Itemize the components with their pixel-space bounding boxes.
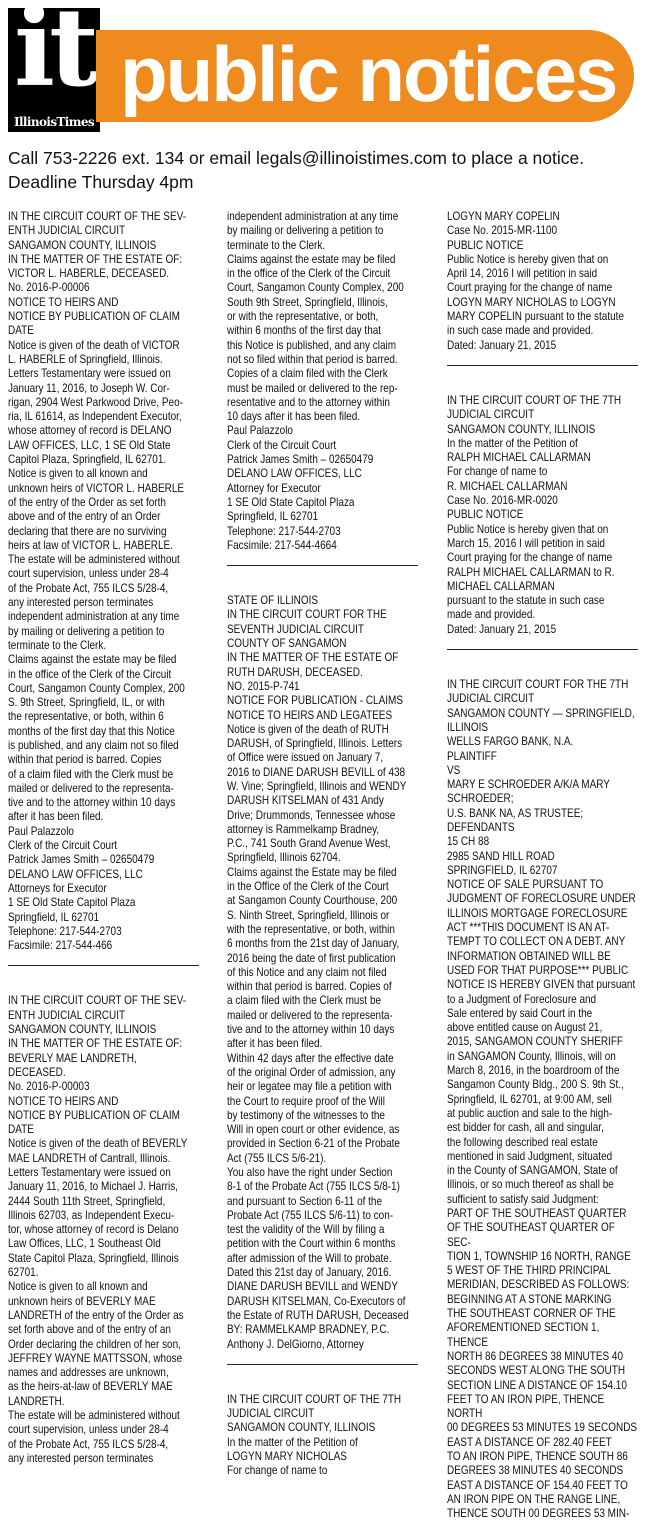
notice-line: January 11, 2016, to Joseph W. Cor- — [8, 381, 170, 395]
notice-line: Case No. 2016-MR-0020 — [447, 494, 558, 508]
notice-line: mailed or delivered to the representa- — [227, 1008, 393, 1022]
notice-line: DEGREES 38 MINUTES 40 SECONDS — [447, 1464, 624, 1478]
notice-line: Notice is given of the death of RUTH — [227, 722, 389, 736]
notice-line: 6 months from the 21st day of January, — [227, 937, 400, 951]
notice-line: provided in Section 6-21 of the Probate — [227, 1137, 400, 1151]
notice-line: any interested person terminates — [8, 596, 154, 610]
notice-line: at public auction and sale to the high- — [447, 1106, 613, 1120]
notice-line: must be mailed or delivered to the rep- — [227, 381, 398, 395]
notice-line: LOGYN MARY NICHOLAS — [227, 1450, 347, 1464]
notice-line: of the Probate Act, 755 ILCS 5/28-4, — [8, 581, 169, 595]
notice-line: test the validity of the Will by filing a — [227, 1223, 385, 1237]
notice-line: above and of the entry of an Order — [8, 510, 161, 524]
notice-line: with the representative, or both, within — [227, 922, 395, 936]
notice-line: EAST A DISTANCE OF 154.40 FEET TO — [447, 1478, 628, 1492]
notice-line: within 6 months of the first day that — [227, 324, 382, 338]
notice-line: SECONDS WEST ALONG THE SOUTH — [447, 1364, 626, 1378]
notice-line: Telephone: 217-544-2703 — [227, 524, 341, 538]
notice-divider — [447, 649, 638, 650]
notice-line: Dated this 21st day of January, 2016. — [227, 1266, 392, 1280]
notice-line: Paul Palazzolo — [8, 824, 74, 838]
notice-line: R. MICHAEL CALLARMAN — [447, 479, 568, 493]
notice-column-3 — [447, 210, 638, 1521]
section-banner — [96, 30, 634, 122]
notice-line: 00 DEGREES 53 MINUTES 19 SECONDS — [447, 1421, 638, 1435]
notice-line: 5 WEST OF THE THIRD PRINCIPAL — [447, 1264, 611, 1278]
notice-line: LAW OFFICES, LLC, 1 SE Old State — [8, 438, 171, 452]
notice-divider — [447, 365, 638, 366]
notice-line: Attorney for Executor — [227, 481, 321, 495]
notice-line: L. HABERLE of Springfield, Illinois. — [8, 352, 163, 366]
notice-line: March 15, 2016 I will petition in said — [447, 536, 605, 550]
notice-line: March 8, 2016, in the boardroom of the — [447, 1064, 620, 1078]
notice-line: after admission of the Will to probate. — [227, 1251, 392, 1265]
notice-line: resentative and to the attorney within — [227, 395, 390, 409]
notice-line: RUTH DARUSH, DECEASED. — [227, 665, 363, 679]
notice-line: Claims against the estate may be filed — [8, 653, 177, 667]
notice-line: within that period is barred. Copies — [8, 753, 162, 767]
notice-line: ACT ***THIS DOCUMENT IS AN AT- — [447, 921, 610, 935]
notice-line: names and addresses are unknown, — [8, 1366, 169, 1380]
notice-line: Case No. 2015-MR-1100 — [447, 224, 558, 238]
notice-line: ria, IL 61614, as Independent Executor, — [8, 410, 182, 424]
notice-line: SEVENTH JUDICIAL CIRCUIT — [227, 622, 365, 636]
notice-line: Notice is given of the death of VICTOR — [8, 338, 180, 352]
notice-line: S. 9th Street, Springfield, IL, or with — [8, 696, 165, 710]
notice-line: court supervision, unless under 28-4 — [8, 1423, 169, 1437]
notice-line: Order declaring the children of her son, — [8, 1337, 181, 1351]
notice-line: MAE LANDRETH of Cantrall, Illinois. — [8, 1151, 171, 1165]
notice-line: Claims against the Estate may be filed — [227, 865, 397, 879]
notice-column-1 — [8, 210, 199, 1500]
notice-line: RALPH MICHAEL CALLARMAN to R. — [447, 565, 615, 579]
notice-line: petition with the Court within 6 months — [227, 1237, 396, 1251]
notice-line: in the Office of the Clerk of the Court — [227, 880, 389, 894]
notice-line: Illinois, or so much thereof as shall be — [447, 1178, 614, 1192]
notice-line: of Office were issued on January 7, — [227, 751, 384, 765]
notice-line: NOTICE TO HEIRS AND — [8, 295, 119, 309]
notice-line: Telephone: 217-544-2703 — [8, 924, 122, 938]
notice-line: S. Ninth Street, Springfield, Illinois or — [227, 908, 390, 922]
notice-line: heir or legatee may file a petition with — [227, 1080, 392, 1094]
notice-line: JUDICIAL CIRCUIT — [227, 1407, 315, 1421]
notice-line: Springfield, Illinois 62704. — [227, 851, 341, 865]
notice-line: pursuant to the statute in such case — [447, 594, 605, 608]
notice-line: April 14, 2016 I will petition in said — [447, 267, 598, 281]
notice-line: in the office of the Clerk of the Circuit — [8, 667, 172, 681]
notice-line: of the original Order of admission, any — [227, 1065, 396, 1079]
notice-line: 15 CH 88 — [447, 835, 490, 849]
notice-line: mailed or delivered to the representa- — [8, 781, 174, 795]
notice-line: attorney is Rammelkamp Bradney, — [227, 822, 380, 836]
notice-line: in such case made and provided. — [447, 324, 594, 338]
notice-line: PUBLIC NOTICE — [447, 508, 524, 522]
notice-line: JUDICIAL CIRCUIT — [447, 408, 535, 422]
notice-line: to a Judgment of Foreclosure and — [447, 992, 597, 1006]
notice-line: THENCE SOUTH 00 DEGREES 53 MIN- — [447, 1507, 630, 1521]
notice-line: DATE — [8, 324, 34, 338]
notice-line: South 9th Street, Springfield, Illinois, — [227, 295, 388, 309]
notice-line: sufficient to satisfy said Judgment: — [447, 1192, 599, 1206]
notice-line: Patrick James Smith – 02650479 — [227, 453, 374, 467]
notice-line: THE SOUTHEAST CORNER OF THE — [447, 1307, 616, 1321]
notice-line: SCHROEDER; — [447, 792, 514, 806]
notice-line: 62701. — [8, 1266, 39, 1280]
notice-line: Springfield, IL 62701 — [8, 910, 100, 924]
notice-line: a claim filed with the Clerk must be — [227, 994, 382, 1008]
notice-line: 2016 being the date of first publication — [227, 951, 396, 965]
notice-line: DARUSH KITSELMAN, Co-Executors of — [227, 1294, 406, 1308]
notice-line: DELANO LAW OFFICES, LLC — [8, 867, 143, 881]
notice-line: IN THE CIRCUIT COURT OF THE SEV- — [8, 994, 187, 1008]
notice-line: Springfield, IL 62701 — [227, 510, 319, 524]
notice-line: rigan, 2904 West Parkwood Drive, Peo- — [8, 395, 183, 409]
notice-line: OF THE SOUTHEAST QUARTER OF SEC- — [447, 1221, 615, 1249]
notice-line: and pursuant to Section 6-11 of the — [227, 1194, 383, 1208]
notice-line: unknown heirs of VICTOR L. HABERLE — [8, 481, 185, 495]
notice-line: Clerk of the Circuit Court — [8, 839, 118, 853]
notice-line: as the heirs-at-law of BEVERLY MAE — [8, 1380, 173, 1394]
notice-line: months of the first day that this Notice — [8, 724, 175, 738]
notice-line: SANGAMON COUNTY, ILLINOIS — [447, 422, 596, 436]
notice-line: tive and to the attorney within 10 days — [8, 796, 176, 810]
notice-column-2 — [227, 210, 418, 1500]
notice-line: AFOREMENTIONED SECTION 1, THENCE — [447, 1321, 600, 1349]
notice-line: by mailing or delivering a petition to — [227, 224, 384, 238]
notice-line: by testimony of the witnesses to the — [227, 1108, 385, 1122]
notice-line: PLAINTIFF — [447, 749, 497, 763]
notice-line: not so filed within that period is barred. — [227, 352, 398, 366]
notice-line: IN THE CIRCUIT COURT OF THE 7TH — [227, 1392, 402, 1406]
notice-line: FEET TO AN IRON PIPE, THENCE NORTH — [447, 1392, 605, 1421]
notice-line: In the matter of the Petition of — [447, 436, 578, 450]
illinois-times-logo — [8, 0, 100, 132]
notice-line: tive and to the attorney within 10 days — [227, 1023, 395, 1037]
notice-line: DARUSH KITSELMAN of 431 Andy — [227, 794, 384, 808]
notice-line: the Court to require proof of the Will — [227, 1094, 385, 1108]
notice-line: LOGYN MARY NICHOLAS to LOGYN — [447, 295, 616, 309]
notice-line: Letters Testamentary were issued on — [8, 367, 171, 381]
notice-line: January 11, 2016, to Michael J. Harris, — [8, 1180, 178, 1194]
masthead — [0, 0, 649, 140]
notice-line: SPRINGFIELD, IL 62707 — [447, 863, 558, 877]
notice-line: U.S. BANK NA, AS TRUSTEE; — [447, 806, 584, 820]
notice-line: W. Vine; Springfield, Illinois and WENDY — [227, 779, 407, 793]
notice-line: Will in open court or other evidence, as — [227, 1123, 400, 1137]
notice-line: terminate to the Clerk. — [8, 638, 107, 652]
notice-line: any interested person terminates — [8, 1451, 154, 1465]
notice-line: Letters Testamentary were issued on — [8, 1166, 171, 1179]
notice-line: No. 2016-P-00003 — [8, 1080, 90, 1094]
notice-line: The estate will be administered without — [8, 553, 180, 567]
notice-divider — [227, 565, 418, 566]
notice-line: DATE — [8, 1123, 34, 1137]
notice-line: TEMPT TO COLLECT ON A DEBT. ANY — [447, 935, 626, 949]
notice-line: whose attorney of record is DELANO — [8, 424, 172, 438]
notice-line: JUDICIAL CIRCUIT — [447, 692, 535, 706]
notice-line: JEFFREY WAYNE MATTSSON, whose — [8, 1351, 183, 1365]
notice-line: Facsimile: 217-544-466 — [8, 939, 113, 953]
section-title: public notices — [120, 30, 617, 118]
notice-line: of a claim filed with the Clerk must be — [8, 767, 174, 781]
notice-line: Sangamon County Bldg., 200 S. 9th St., — [447, 1078, 624, 1092]
notice-line: the Estate of RUTH DARUSH, Deceased — [227, 1308, 409, 1322]
notice-line: declaring that there are no surviving — [8, 524, 167, 538]
notice-line: unknown heirs of BEVERLY MAE — [8, 1294, 156, 1308]
contact-line: Call 753-2226 ext. 134 or email legals@illinoistimes.com to place a notice. — [8, 148, 585, 168]
notice-line: MICHAEL CALLARMAN — [447, 579, 555, 593]
notice-line: In the matter of the Petition of — [227, 1435, 358, 1449]
notice-line: Sale entered by said Court in the — [447, 1006, 593, 1020]
notice-line: Facsimile: 217-544-4664 — [227, 538, 337, 552]
notice-line: TION 1, TOWNSHIP 16 NORTH, RANGE — [447, 1249, 631, 1263]
notice-line: at Sangamon County Courthouse, 200 — [227, 894, 398, 908]
notice-line: NOTICE TO HEIRS AND LEGATEES — [227, 708, 393, 722]
notice-line: IN THE MATTER OF THE ESTATE OF: — [8, 1037, 183, 1051]
notice-line: ILLINOIS — [447, 720, 489, 734]
notice-line: For change of name to — [447, 465, 548, 479]
notice-line: Public Notice is hereby given that on — [447, 252, 609, 266]
notice-line: BEGINNING AT A STONE MARKING — [447, 1292, 612, 1306]
notice-line: in the office of the Clerk of the Circuit — [227, 267, 391, 281]
notice-line: Court, Sangamon County Complex, 200 — [227, 281, 404, 295]
notice-line: Law Offices, LLC, 1 Southeast Old — [8, 1237, 161, 1251]
notice-line: SANGAMON COUNTY, ILLINOIS — [8, 1023, 157, 1037]
notice-line: Clerk of the Circuit Court — [227, 438, 337, 452]
notice-line: IN THE CIRCUIT COURT OF THE 7TH — [447, 393, 622, 407]
notice-line: Dated: January 21, 2015 — [447, 338, 557, 352]
notice-line: NOTICE BY PUBLICATION OF CLAIM — [8, 1108, 180, 1122]
notice-line: Notice is given of the death of BEVERLY — [8, 1137, 188, 1151]
notice-line: NOTICE TO HEIRS AND — [8, 1094, 119, 1108]
notice-line: is published, and any claim not so filed — [8, 738, 179, 752]
notice-line: of the Probate Act, 755 ILCS 5/28-4, — [8, 1437, 169, 1451]
notice-line: in SANGAMON County, Illinois, will on — [447, 1049, 616, 1063]
notice-line: Attorneys for Executor — [8, 881, 107, 895]
notice-line: Paul Palazzolo — [227, 424, 293, 438]
notice-line: tor, whose attorney of record is Delano — [8, 1223, 179, 1237]
notice-line: LANDRETH of the entry of the Order as — [8, 1308, 184, 1322]
notice-line: independent administration at any time — [8, 610, 180, 624]
notice-line: 2444 South 11th Street, Springfield, — [8, 1194, 166, 1208]
notice-line: DECEASED. — [8, 1065, 66, 1079]
notice-line: Probate Act (755 ILCS 5/6-11) to con- — [227, 1208, 394, 1222]
notice-line: heirs at law of VICTOR L. HABERLE. — [8, 538, 173, 552]
notice-line: Dated: January 21, 2015 — [447, 622, 557, 636]
notice-line: within that period is barred. Copies of — [227, 980, 392, 994]
notice-divider — [227, 1364, 418, 1365]
notice-line: 8-1 of the Probate Act (755 ILCS 5/8-1) — [227, 1180, 400, 1194]
notice-line: DELANO LAW OFFICES, LLC — [227, 467, 362, 481]
notice-line: Copies of a claim filed with the Clerk — [227, 367, 388, 381]
notice-line: IN THE MATTER OF THE ESTATE OF: — [8, 252, 183, 266]
notice-line: The estate will be administered without — [8, 1409, 180, 1423]
notice-line: COUNTY OF SANGAMON — [227, 637, 347, 651]
notice-line: IN THE MATTER OF THE ESTATE OF — [227, 651, 399, 665]
notice-line: Springfield, IL 62701, at 9:00 AM, sell — [447, 1092, 612, 1106]
notice-line: Court praying for the change of name — [447, 551, 613, 565]
notice-line: Within 42 days after the effective date — [227, 1051, 394, 1065]
notice-line: NOTICE FOR PUBLICATION - CLAIMS — [227, 694, 403, 708]
notice-line: of the entry of the Order as set forth — [8, 495, 166, 509]
notice-line: IN THE CIRCUIT COURT OF THE SEV- — [8, 210, 187, 223]
notice-line: by mailing or delivering a petition to — [8, 624, 165, 638]
notice-line: For change of name to — [227, 1464, 328, 1478]
notice-line: VICTOR L. HABERLE, DECEASED. — [8, 267, 170, 281]
notice-line: DIANE DARUSH BEVILL and WENDY — [227, 1280, 398, 1294]
logo-letters: it — [14, 0, 93, 111]
notice-line: 2985 SAND HILL ROAD — [447, 849, 555, 863]
notice-line: of this Notice and any claim not filed — [227, 965, 387, 979]
notice-line: 1 SE Old State Capitol Plaza — [227, 495, 355, 509]
notice-line: IN THE CIRCUIT COURT FOR THE — [227, 608, 387, 622]
notice-line: DEFENDANTS — [447, 820, 515, 834]
notice-line: NOTICE IS HEREBY GIVEN that pursuant — [447, 978, 636, 992]
notice-line: independent administration at any time — [227, 210, 399, 223]
notice-line: MARY COPELIN pursuant to the statute — [447, 310, 624, 324]
notice-line: ENTH JUDICIAL CIRCUIT — [8, 224, 126, 238]
notice-line: Anthony J. DelGiorno, Attorney — [227, 1337, 364, 1351]
notice-line: Illinois 62703, as Independent Execu- — [8, 1208, 175, 1222]
notice-line: LOGYN MARY COPELIN — [447, 210, 560, 223]
notice-line: after it has been filed. — [227, 1037, 323, 1051]
notice-line: or with the representative, or both, — [227, 310, 379, 324]
notice-line: Drive; Drummonds, Tennessee whose — [227, 808, 396, 822]
notice-line: NO. 2015-P-741 — [227, 679, 300, 693]
notice-line: SECTION LINE A DISTANCE OF 154.10 — [447, 1378, 627, 1392]
notice-line: 2015, SANGAMON COUNTY SHERIFF — [447, 1035, 624, 1049]
deadline-line: Deadline Thursday 4pm — [8, 172, 194, 192]
notice-line: NORTH 86 DEGREES 38 MINUTES 40 — [447, 1349, 624, 1363]
notice-line: after it has been filed. — [8, 810, 104, 824]
notice-line: Court, Sangamon County Complex, 200 — [8, 681, 185, 695]
notice-line: est bidder for cash, all and singular, — [447, 1121, 604, 1135]
notice-line: NOTICE BY PUBLICATION OF CLAIM — [8, 310, 180, 324]
notice-line: IN THE CIRCUIT COURT FOR THE 7TH — [447, 678, 629, 692]
notice-line: DARUSH, of Springfield, Illinois. Letters — [227, 737, 403, 751]
notice-line: 10 days after it has been filed. — [227, 410, 361, 424]
notice-line: Patrick James Smith – 02650479 — [8, 853, 155, 867]
notice-line: RALPH MICHAEL CALLARMAN — [447, 451, 591, 465]
notice-line: STATE OF ILLINOIS — [227, 594, 319, 608]
notice-line: JUDGMENT OF FORECLOSURE UNDER — [447, 892, 636, 906]
notice-line: WELLS FARGO BANK, N.A. — [447, 735, 574, 749]
notice-line: BEVERLY MAE LANDRETH, — [8, 1051, 137, 1065]
notice-divider — [8, 965, 199, 966]
notice-line: Notice is given to all known and — [8, 1280, 148, 1294]
notice-line: ILLINOIS MORTGAGE FORECLOSURE — [447, 906, 628, 920]
notice-line: NOTICE OF SALE PURSUANT TO — [447, 878, 604, 892]
notice-line: this Notice is published, and any claim — [227, 338, 397, 352]
notice-line: Act (755 ILCS 5/6-21). — [227, 1151, 327, 1165]
notice-line: PUBLIC NOTICE — [447, 238, 524, 252]
notice-line: AN IRON PIPE ON THE RANGE LINE, — [447, 1492, 621, 1506]
notice-line: the following described real estate — [447, 1135, 598, 1149]
notice-line: Capitol Plaza, Springfield, IL 62701. — [8, 453, 167, 467]
notice-line: Notice is given to all known and — [8, 467, 148, 481]
notice-line: No. 2016-P-00006 — [8, 281, 90, 295]
notice-line: TO AN IRON PIPE, THENCE SOUTH 86 — [447, 1450, 628, 1464]
notice-line: 1 SE Old State Capitol Plaza — [8, 896, 136, 910]
notice-line: terminate to the Clerk. — [227, 238, 326, 252]
notice-line: SANGAMON COUNTY — SPRINGFIELD, — [447, 706, 635, 720]
logo-wordmark: IllinoisTimes — [13, 115, 95, 129]
notice-line: the representative, or both, within 6 — [8, 710, 164, 724]
notice-line: BY: RAMMELKAMP BRADNEY, P.C. — [227, 1323, 390, 1337]
notice-line: INFORMATION OBTAINED WILL BE — [447, 949, 611, 963]
notice-line: VS — [447, 763, 461, 777]
notice-line: Public Notice is hereby given that on — [447, 522, 609, 536]
notice-line: PART OF THE SOUTHEAST QUARTER — [447, 1207, 627, 1220]
notice-line: 2016 to DIANE DARUSH BEVILL of 438 — [227, 765, 406, 779]
notice-line: mentioned in said Judgment, situated — [447, 1149, 613, 1163]
notice-line: set forth above and of the entry of an — [8, 1323, 171, 1337]
notice-line: USED FOR THAT PURPOSE*** PUBLIC — [447, 963, 629, 977]
notice-line: EAST A DISTANCE OF 282.40 FEET — [447, 1435, 612, 1449]
notice-line: Claims against the estate may be filed — [227, 252, 396, 266]
contact-info — [8, 146, 644, 194]
notice-line: MARY E SCHROEDER A/K/A MARY — [447, 778, 610, 792]
notice-line: made and provided. — [447, 608, 536, 622]
notice-line: ENTH JUDICIAL CIRCUIT — [8, 1008, 126, 1022]
notice-line: LANDRETH. — [8, 1394, 65, 1408]
notice-line: above entitled cause on August 21, — [447, 1021, 603, 1035]
notice-line: in the County of SANGAMON, State of — [447, 1164, 618, 1178]
notice-line: SANGAMON COUNTY, ILLINOIS — [227, 1421, 376, 1435]
notice-line: court supervision, unless under 28-4 — [8, 567, 169, 581]
notice-line: You also have the right under Section — [227, 1166, 393, 1179]
notice-line: MERIDIAN, DESCRIBED AS FOLLOWS: — [447, 1278, 630, 1292]
notice-line: SANGAMON COUNTY, ILLINOIS — [8, 238, 157, 252]
notice-line: Court praying for the change of name — [447, 281, 613, 295]
notice-line: P.C., 741 South Grand Avenue West, — [227, 837, 391, 851]
notice-line: State Capitol Plaza, Springfield, Illinois — [8, 1251, 179, 1265]
